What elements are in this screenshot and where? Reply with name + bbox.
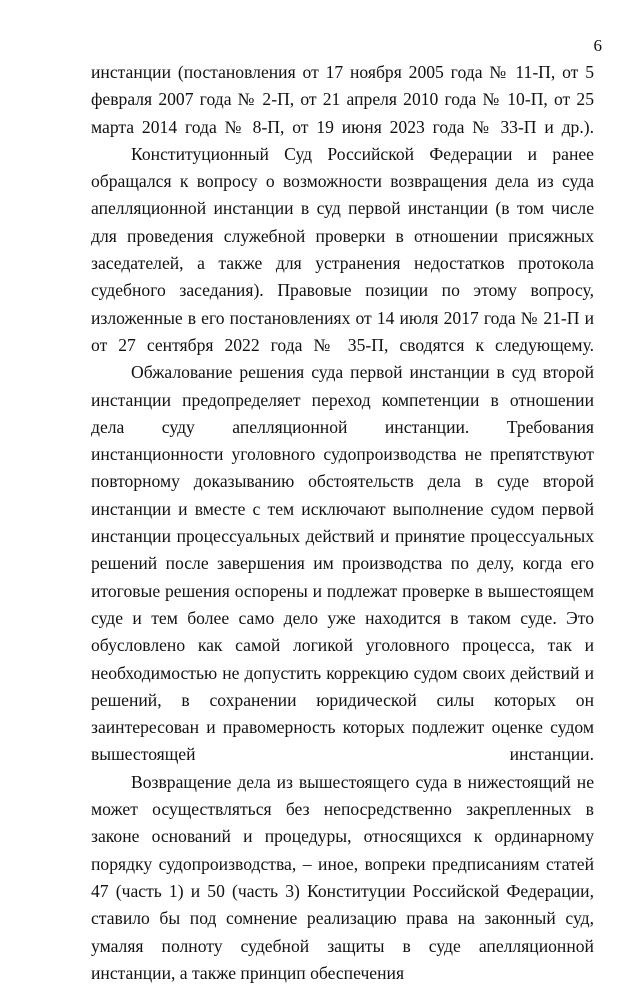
text-line: процедуры, относящихся к ординарному порядку судопроизводства, – [91,826,594,874]
paragraph-4 [91,769,594,987]
text-line: служебной проверки в отношении присяжных заседателей, а также для [91,225,595,274]
text-line: инстанции в суд первой инстанции (в том числе для проведения [91,198,595,246]
text-line: суде апелляционной инстанции, а также принцип обеспечения [91,935,594,983]
text-line: вышестоящем суде и тем более само дело уже находится в таком суде. [91,580,594,628]
text-line: вопросу о возможности возвращения дела из суда апелляционной [91,171,595,219]
text-line: принятие процессуальных решений после завершения им производства по [91,526,594,574]
text-line: 2007 года № 2-П, от 21 апреля 2010 года № 10-П, от 25 марта 2014 года [91,89,594,137]
text-line: инстанции предопределяет переход компетенции в отношении дела суду [91,389,594,437]
paragraph-3 [91,359,594,768]
paragraph-1 [91,59,594,141]
text-line: решений, в сохранении юридической силы которых он заинтересован и [91,689,594,738]
text-line: апелляционной инстанции. Требования инстанционности уголовного [91,416,594,465]
text-line: 2017 года № 21-П и от 27 сентября 2022 года № 35-П, сводятся к [91,307,594,355]
text-line: устранения недостатков протокола судебного заседания). Правовые [91,253,594,301]
text-line: правомерность которых подлежит оценке судом вышестоящей инстанции. [91,717,594,765]
text-line: осуществляться без непосредственно закрепленных в законе оснований и [91,799,594,847]
text-line: обстоятельств дела в суде второй инстанции и вместе с тем исключают [91,471,594,519]
text-line: делу, когда его итоговые решения оспорены и подлежат проверке в [91,553,594,601]
text-line: следующему. [495,334,594,355]
text-line: выполнение судом первой инстанции процессуальных действий и [91,498,594,547]
text-line: реализацию права на законный суд, умаляя полноту судебной защиты в [91,908,594,956]
text-line: № 8-П, от 19 июня 2023 года № 33-П и др.). [224,116,594,137]
text-line: судопроизводства не препятствуют повторному доказыванию [91,444,594,492]
page-number: 6 [593,36,602,55]
text-line: позиции по этому вопросу, изложенные в его постановлениях от 14 июля [91,280,594,328]
text-line: Конституционный Суд Российской Федерации и ранее обращался к [91,143,594,192]
document-body [91,59,594,987]
text-line: иное, вопреки предписаниям статей 47 (часть 1) и 50 (часть 3) [91,853,594,901]
paragraph-2 [91,141,594,359]
text-line: Обжалование решения суда первой инстанции в суд второй [131,362,594,383]
text-line: Это обусловлено как самой логикой уголовного процесса, так и [91,607,594,656]
text-line: Возвращение дела из вышестоящего суда в нижестоящий не может [91,771,594,820]
text-line: инстанции (постановления от 17 ноября 2005 года № 11-П, от 5 февраля [91,62,594,110]
text-line: необходимостью не допустить коррекцию судом своих действий и [91,662,594,683]
text-line: Конституции Российской Федерации, ставило бы под сомнение [91,880,594,929]
